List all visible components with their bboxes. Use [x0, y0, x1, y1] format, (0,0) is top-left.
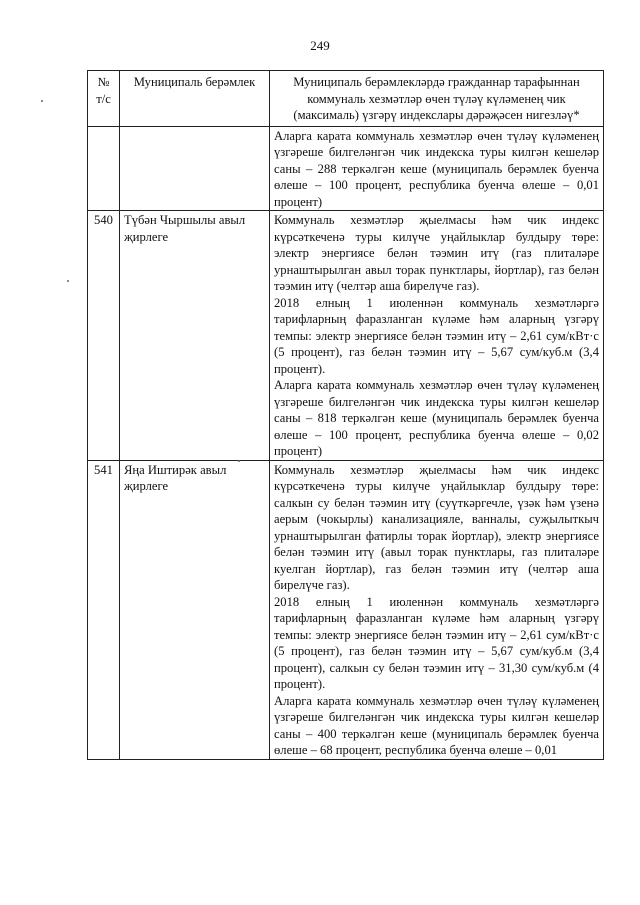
row-municipality: [120, 126, 270, 211]
row-num: 540: [88, 211, 120, 461]
row-description: [270, 211, 604, 461]
row-paragraph: Коммуналь хезмәтләр җыелмасы һәм чик индекс күрсәткеченә туры килүче уңайлыклар булдыру төре: салкын су белән тәэмин итү (суүткәргечле, үзәк һәм үзенә аерым (чокырлы) канализацияле, ванналы, суҗылыткыч урнаштырылган фатирлы торак йортлар), электр энергиясе белән тәэмин итү (авыл торак пунктлары, газ плиталәре куелган йортлар), газ белән тәэмин итү (челтәр аша бирелүче газ).: [274, 462, 599, 592]
header-num-label: № т/с: [96, 75, 111, 106]
header-municipality-label: Муниципаль берәмлек: [133, 75, 256, 89]
row-paragraph: Коммуналь хезмәтләр җыелмасы һәм чик индекс күрсәткеченә туры килүче уңайлыклар булдыру төре: электр энергиясе белән тәэмин итү (газ плиталәре урнаштырылган авыл торак пунктлары, йортлар), газ белән тәэмин итү (челтәр аша бирелүче газ).: [274, 213, 599, 293]
row-description: [270, 460, 604, 759]
table-row: [88, 211, 604, 461]
header-basis: [270, 71, 604, 127]
page-number: 249: [310, 38, 330, 53]
table-row: [88, 126, 604, 211]
header-num: [88, 71, 120, 127]
table-row: [88, 460, 604, 759]
row-paragraph: 2018 елның 1 июленнән коммуналь хезмәтләргә тарифларның фаразланган күләме һәм аларның үзгәрү темпы: электр энергиясе белән тәэмин итү – 2,61 сум/кВт·с (5 процент), газ белән тәэмин итү – 5,67 сум/куб.м (3,4 процент), салкын су белән тәэмин итү – 31,30 сум/куб.м (4 процент).: [274, 594, 599, 691]
scan-speck: [238, 460, 240, 462]
scan-speck: [41, 100, 43, 102]
row-paragraph: Аларга карата коммуналь хезмәтләр өчен түләү күләменең үзгәреше билгеләнгән чик индекска туры килгән кешеләр саны – 818 теркәлгән кеше (муниципаль берәмлек буенча өлеше – 100 процент, республика буенча өлеше – 0,02 процент): [274, 378, 599, 458]
scan-speck: [67, 280, 69, 282]
table-header-row: [88, 71, 604, 127]
row-description: [270, 126, 604, 211]
row-num: 541: [88, 460, 120, 759]
row-paragraph: 2018 елның 1 июленнән коммуналь хезмәтләргә тарифларның фаразланган күләме һәм аларның үзгәрү темпы: электр энергиясе белән тәэмин итү – 2,61 сум/кВт·с (5 процент), газ белән тәэмин итү – 5,67 сум/куб.м (3,4 процент).: [274, 295, 599, 376]
header-basis-label: Муниципаль берәмлекләрдә гражданнар тарафыннан коммуналь хезмәтләр өчен түләү күләменең чик (максималь) үзгәрү индекслары дәрәҗәсен нигезләү*: [293, 75, 580, 122]
row-paragraph: Аларга карата коммуналь хезмәтләр өчен түләү күләменең үзгәреше билгеләнгән чик индекска туры килгән кешеләр саны – 288 теркәлгән кеше (муниципаль берәмлек буенча өлеше – 100 процент, республика буенча өлеше – 0,01 процент): [274, 128, 599, 209]
municipal-index-table: [87, 70, 604, 760]
row-municipality: Яңа Иштирәк авыл җирлеге: [120, 460, 270, 759]
header-municipality: [120, 71, 270, 127]
row-num: [88, 126, 120, 211]
row-municipality: Түбән Чыршылы авыл җирлеге: [120, 211, 270, 461]
row-paragraph: Аларга карата коммуналь хезмәтләр өчен түләү күләменең үзгәреше билгеләнгән чик индекска туры килгән кешеләр саны – 400 теркәлгән кеше (муниципаль берәмлек буенча өлеше – 68 процент, республика буенча өлеше – 0,01: [274, 693, 599, 757]
